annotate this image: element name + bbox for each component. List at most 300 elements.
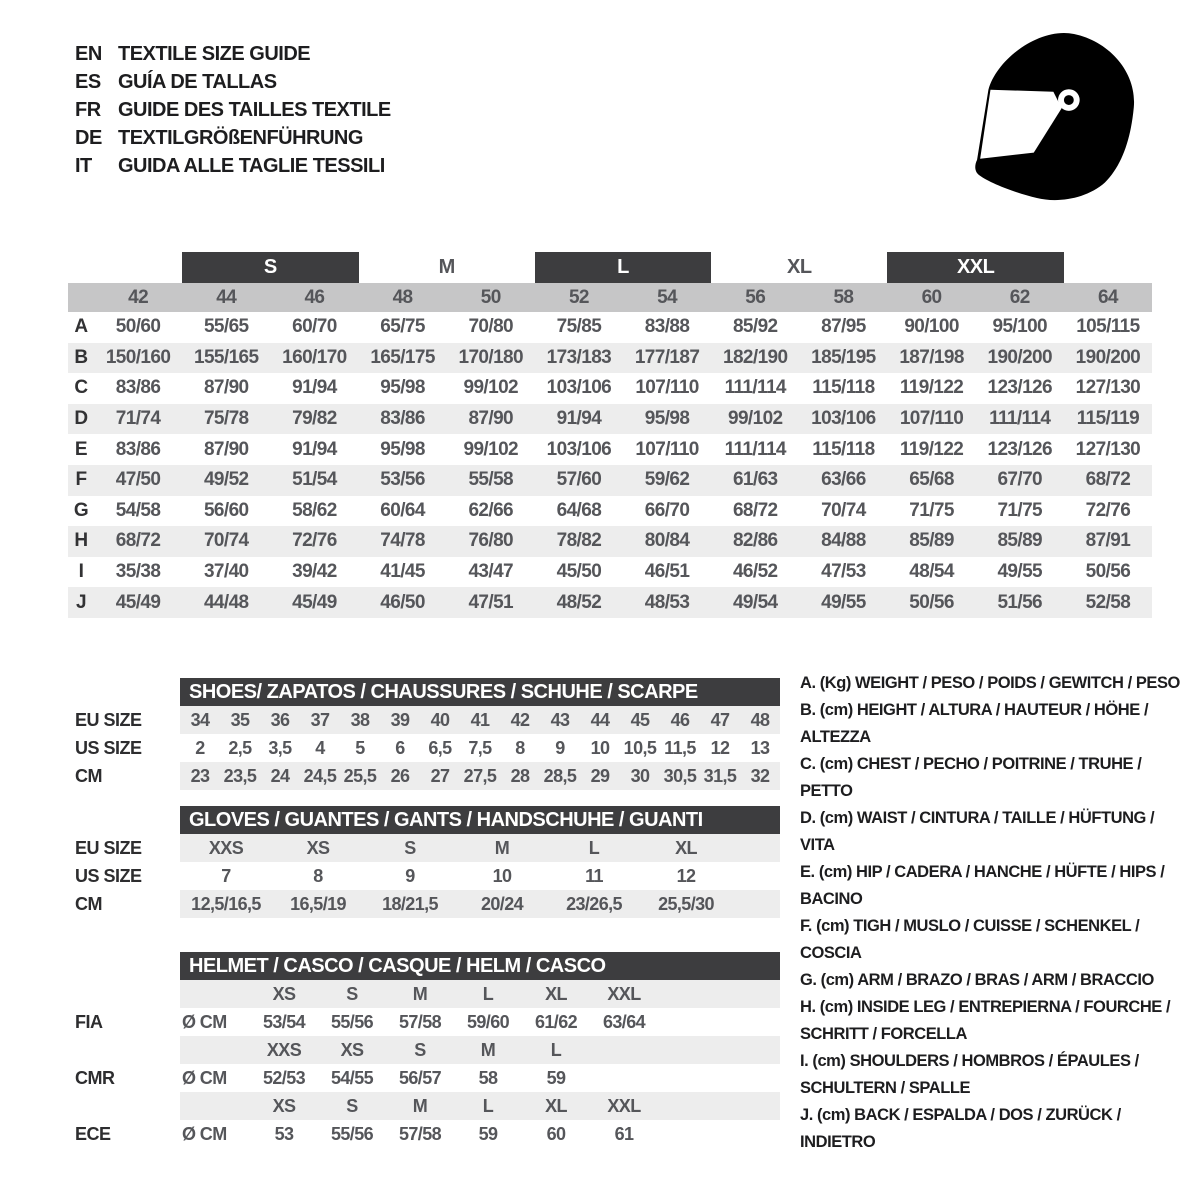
measurement-row bbox=[68, 526, 1152, 557]
helmet-size-value: 63/64 bbox=[602, 1011, 646, 1032]
shoes-size-table bbox=[68, 678, 780, 790]
measurement-value: 87/90 bbox=[468, 408, 514, 430]
helmet-size-label: S bbox=[346, 983, 358, 1004]
measurement-value: 65/68 bbox=[909, 469, 954, 491]
size-column-header: 58 bbox=[833, 286, 854, 308]
size-value: 9 bbox=[555, 737, 565, 758]
helmet-size-value: 59/60 bbox=[466, 1011, 510, 1032]
helmet-values-row bbox=[68, 1120, 780, 1148]
measurement-value: 83/86 bbox=[115, 377, 161, 399]
measurement-value: 83/86 bbox=[115, 438, 161, 460]
guide-title: TEXTILE SIZE GUIDE bbox=[118, 42, 311, 65]
size-value: 11,5 bbox=[664, 737, 696, 758]
measurement-value: 90/100 bbox=[904, 316, 959, 338]
measurement-value: 187/198 bbox=[899, 346, 964, 368]
language-code: DE bbox=[75, 126, 102, 149]
helmet-sizes-row bbox=[68, 1036, 780, 1064]
measurement-value: 105/115 bbox=[1076, 316, 1140, 338]
legend-item: B. (cm) HEIGHT / ALTURA / HAUTEUR / HÖHE / ALTEZZA bbox=[800, 701, 1149, 746]
guide-title: GUÍA DE TALLAS bbox=[118, 70, 277, 93]
guide-title: GUIDE DES TAILLES TEXTILE bbox=[118, 98, 391, 121]
helmet-size-value: 57/58 bbox=[398, 1011, 442, 1032]
row-values bbox=[180, 706, 780, 734]
helmet-size-table bbox=[68, 952, 780, 1148]
measurement-value: 160/170 bbox=[282, 346, 347, 368]
measurement-value: 45/49 bbox=[115, 591, 161, 613]
size-value: 10 bbox=[492, 865, 512, 886]
measurement-value: 83/86 bbox=[380, 408, 425, 430]
measurement-letter: F bbox=[75, 469, 87, 491]
measurement-row bbox=[68, 343, 1152, 374]
size-group-m: M bbox=[438, 256, 455, 278]
size-group-xl: XL bbox=[787, 256, 812, 278]
legend-item: C. (cm) CHEST / PECHO / POITRINE / TRUHE / PETTO bbox=[800, 755, 1142, 800]
size-value: 18/21,5 bbox=[382, 893, 438, 914]
measurement-value: 127/130 bbox=[1075, 377, 1141, 399]
helmet-values bbox=[180, 1064, 780, 1092]
size-value: 3,5 bbox=[268, 737, 292, 758]
numeric-size-header-row bbox=[68, 283, 1152, 312]
measurement-value: 111/114 bbox=[724, 377, 786, 399]
measurement-value: 49/55 bbox=[997, 561, 1043, 583]
measurement-value: 190/200 bbox=[1075, 346, 1141, 368]
measurement-value: 66/70 bbox=[644, 499, 690, 521]
size-column-header: 46 bbox=[304, 286, 325, 308]
helmet-size-value: 61 bbox=[614, 1123, 634, 1144]
size-column-header: 50 bbox=[480, 286, 501, 308]
measurement-value: 107/110 bbox=[899, 408, 964, 430]
measurement-value: 67/70 bbox=[997, 469, 1043, 491]
measurement-value: 37/40 bbox=[203, 561, 249, 583]
size-value: 2,5 bbox=[228, 737, 252, 758]
size-value: 44 bbox=[590, 709, 610, 730]
row-label: US SIZE bbox=[75, 737, 142, 758]
full-face-helmet-icon bbox=[975, 30, 1140, 202]
measurement-value: 78/82 bbox=[556, 530, 602, 552]
gloves-size-table bbox=[68, 806, 780, 918]
measurement-value: 111/114 bbox=[989, 408, 1051, 430]
size-column-header: 54 bbox=[657, 286, 678, 308]
row-label: CM bbox=[75, 893, 102, 914]
size-value: 28,5 bbox=[543, 765, 577, 786]
measurement-value: 95/100 bbox=[992, 316, 1047, 338]
measurement-value: 103/106 bbox=[546, 438, 612, 460]
row-label: CM bbox=[75, 765, 102, 786]
size-value: 25,5/30 bbox=[658, 893, 714, 914]
measurement-value: 65/75 bbox=[380, 316, 425, 338]
measurement-value: 119/122 bbox=[899, 377, 964, 399]
measurement-value: 91/94 bbox=[292, 438, 337, 460]
measurement-letter: C bbox=[74, 377, 88, 399]
section-title-row bbox=[68, 952, 780, 980]
measurement-value: 70/74 bbox=[203, 530, 249, 552]
measurement-value: 58/62 bbox=[292, 499, 337, 521]
legend-item: F. (cm) TIGH / MUSLO / CUISSE / SCHENKEL / COSCIA bbox=[800, 917, 1140, 962]
size-value: 10,5 bbox=[623, 737, 657, 758]
helmet-size-value: 61/62 bbox=[534, 1011, 578, 1032]
measurement-value: 91/94 bbox=[556, 408, 602, 430]
helmet-size-value: 55/56 bbox=[330, 1011, 374, 1032]
size-value: 37 bbox=[310, 709, 330, 730]
measurement-value: 72/76 bbox=[292, 530, 337, 552]
helmet-size-value: 60 bbox=[546, 1123, 566, 1144]
measurement-row bbox=[68, 404, 1152, 435]
size-column-header: 60 bbox=[921, 286, 942, 308]
legend-item: G. (cm) ARM / BRAZO / BRAS / ARM / BRACCIO bbox=[800, 971, 1154, 989]
measurement-value: 190/200 bbox=[987, 346, 1052, 368]
language-code: ES bbox=[75, 70, 101, 93]
language-row bbox=[75, 68, 391, 96]
measurement-value: 103/106 bbox=[811, 408, 876, 430]
size-column-header: 64 bbox=[1097, 286, 1118, 308]
measurement-value: 49/54 bbox=[732, 591, 778, 613]
size-value: 31,5 bbox=[703, 765, 737, 786]
size-value: 46 bbox=[670, 709, 690, 730]
measurement-value: 107/110 bbox=[635, 377, 699, 399]
size-value: 8 bbox=[313, 865, 323, 886]
helmet-size-label: XL bbox=[545, 983, 567, 1004]
size-value: 2 bbox=[195, 737, 205, 758]
measurement-value: 71/74 bbox=[115, 408, 161, 430]
row-values bbox=[180, 734, 780, 762]
measurement-value: 45/50 bbox=[556, 561, 602, 583]
language-row bbox=[75, 124, 391, 152]
row-label: EU SIZE bbox=[75, 709, 142, 730]
measurement-value: 68/72 bbox=[732, 499, 778, 521]
measurement-value: 61/63 bbox=[732, 469, 778, 491]
measurement-value: 123/126 bbox=[987, 377, 1052, 399]
size-value: 41 bbox=[470, 709, 490, 730]
measurement-value: 49/52 bbox=[203, 469, 249, 491]
legend-item: A. (Kg) WEIGHT / PESO / POIDS / GEWITCH / PESO bbox=[800, 674, 1180, 692]
helmet-size-label: XS bbox=[340, 1039, 364, 1060]
section-data-row bbox=[68, 734, 780, 762]
size-column-header: 42 bbox=[128, 286, 149, 308]
row-values bbox=[180, 890, 780, 918]
row-label: EU SIZE bbox=[75, 837, 142, 858]
row-label-spacer bbox=[68, 1036, 180, 1064]
size-value: 28 bbox=[510, 765, 530, 786]
measurement-value: 44/48 bbox=[203, 591, 249, 613]
size-value: 48 bbox=[750, 709, 770, 730]
textile-size-table bbox=[68, 252, 1152, 618]
size-value: 39 bbox=[390, 709, 410, 730]
measurement-value: 103/106 bbox=[546, 377, 612, 399]
measurement-value: 84/88 bbox=[821, 530, 866, 552]
helmet-size-label: XXS bbox=[266, 1039, 302, 1060]
row-label-spacer bbox=[68, 1092, 180, 1120]
measurement-value: 47/51 bbox=[468, 591, 514, 613]
legend-item: I. (cm) SHOULDERS / HOMBROS / ÉPAULES / SCHULTERN / SPALLE bbox=[800, 1052, 1139, 1097]
measurement-value: 60/64 bbox=[380, 499, 425, 521]
measurement-rows bbox=[68, 312, 1152, 618]
measurement-letter: B bbox=[74, 346, 88, 368]
section-title-row bbox=[68, 806, 780, 834]
helmet-sizes-row bbox=[68, 1092, 780, 1120]
size-value: 24,5 bbox=[303, 765, 337, 786]
size-value: 43 bbox=[550, 709, 570, 730]
measurement-value: 47/53 bbox=[821, 561, 866, 583]
helmet-size-label: S bbox=[414, 1039, 426, 1060]
measurement-value: 99/102 bbox=[463, 438, 518, 460]
language-code: FR bbox=[75, 98, 101, 121]
section-label-spacer bbox=[68, 952, 180, 980]
measurement-value: 50/56 bbox=[909, 591, 954, 613]
size-value: 47 bbox=[710, 709, 730, 730]
measurement-value: 111/114 bbox=[724, 438, 786, 460]
helmet-size-value: 52/53 bbox=[262, 1067, 306, 1088]
helmet-sizes bbox=[180, 1092, 780, 1120]
measurement-value: 150/160 bbox=[105, 346, 171, 368]
helmet-size-label: XS bbox=[272, 1095, 296, 1116]
size-column-header: 56 bbox=[745, 286, 766, 308]
measurement-value: 63/66 bbox=[821, 469, 866, 491]
measurement-row bbox=[68, 465, 1152, 496]
measurement-value: 71/75 bbox=[997, 499, 1043, 521]
measurement-value: 170/180 bbox=[458, 346, 523, 368]
measurement-value: 51/56 bbox=[997, 591, 1043, 613]
helmet-size-label: S bbox=[346, 1095, 358, 1116]
helmet-size-value: 59 bbox=[546, 1067, 566, 1088]
size-value: 7 bbox=[221, 865, 231, 886]
size-value: 30,5 bbox=[663, 765, 697, 786]
size-value: 6 bbox=[395, 737, 405, 758]
size-value: 20/24 bbox=[480, 893, 524, 914]
helmet-size-value: 55/56 bbox=[330, 1123, 374, 1144]
shoes-title-bar: SHOES/ ZAPATOS / CHAUSSURES / SCHUHE / SCARPE bbox=[180, 678, 780, 706]
helmet-size-label: M bbox=[412, 1095, 428, 1116]
size-value: 40 bbox=[430, 709, 450, 730]
measurement-value: 68/72 bbox=[115, 530, 161, 552]
measurement-value: 72/76 bbox=[1085, 499, 1131, 521]
measurement-value: 177/187 bbox=[634, 346, 700, 368]
legend-item: H. (cm) INSIDE LEG / ENTREPIERNA / FOURCHE / SCHRITT / FORCELLA bbox=[800, 998, 1171, 1043]
measurement-value: 165/175 bbox=[370, 346, 435, 368]
measurement-letter: J bbox=[75, 591, 87, 613]
helmet-sizes-row bbox=[68, 980, 780, 1008]
size-value: 36 bbox=[270, 709, 290, 730]
measurement-value: 115/119 bbox=[1076, 408, 1140, 430]
size-value: 12 bbox=[676, 865, 696, 886]
size-value: 25,5 bbox=[343, 765, 377, 786]
language-row bbox=[75, 152, 391, 180]
measurement-value: 79/82 bbox=[292, 408, 337, 430]
helmet-size-label: M bbox=[480, 1039, 496, 1060]
size-value: M bbox=[494, 837, 510, 858]
measurement-value: 49/55 bbox=[821, 591, 866, 613]
row-label-spacer bbox=[68, 980, 180, 1008]
measurement-value: 48/53 bbox=[644, 591, 690, 613]
measurement-value: 91/94 bbox=[292, 377, 337, 399]
measurement-value: 48/54 bbox=[909, 561, 954, 583]
diameter-unit: Ø CM bbox=[182, 1011, 227, 1032]
measurement-row bbox=[68, 496, 1152, 527]
size-value: S bbox=[404, 837, 416, 858]
measurement-value: 68/72 bbox=[1085, 469, 1131, 491]
size-value: XXS bbox=[208, 837, 244, 858]
measurement-value: 45/49 bbox=[292, 591, 337, 613]
measurement-value: 87/91 bbox=[1085, 530, 1131, 552]
measurement-value: 60/70 bbox=[292, 316, 337, 338]
size-value: 42 bbox=[510, 709, 530, 730]
helmet-size-value: 56/57 bbox=[398, 1067, 442, 1088]
measurement-value: 50/56 bbox=[1085, 561, 1131, 583]
size-value: 24 bbox=[270, 765, 290, 786]
helmet-values-row bbox=[68, 1008, 780, 1036]
helmet-size-label: XL bbox=[545, 1095, 567, 1116]
standard-name: CMR bbox=[75, 1067, 115, 1088]
measurement-value: 56/60 bbox=[203, 499, 249, 521]
guide-title: GUIDA ALLE TAGLIE TESSILI bbox=[118, 154, 385, 177]
section-data-row bbox=[68, 834, 780, 862]
measurement-value: 43/47 bbox=[468, 561, 514, 583]
measurement-value: 155/165 bbox=[194, 346, 259, 368]
measurement-value: 51/54 bbox=[292, 469, 337, 491]
measurement-value: 85/92 bbox=[732, 316, 778, 338]
measurement-value: 95/98 bbox=[380, 438, 425, 460]
measurement-value: 54/58 bbox=[115, 499, 161, 521]
size-value: 23/26,5 bbox=[566, 893, 622, 914]
measurement-value: 53/56 bbox=[380, 469, 425, 491]
measurement-value: 87/95 bbox=[821, 316, 866, 338]
section-data-row bbox=[68, 762, 780, 790]
size-value: 9 bbox=[405, 865, 415, 886]
measurement-letter: I bbox=[78, 561, 84, 583]
size-value: 32 bbox=[750, 765, 770, 786]
size-value: 6,5 bbox=[428, 737, 452, 758]
size-column-header: 52 bbox=[568, 286, 589, 308]
helmet-sizes bbox=[180, 1036, 780, 1064]
measurement-value: 39/42 bbox=[292, 561, 337, 583]
helmet-title-bar: HELMET / CASCO / CASQUE / HELM / CASCO bbox=[180, 952, 780, 980]
measurement-value: 127/130 bbox=[1075, 438, 1141, 460]
measurement-letter: E bbox=[74, 438, 88, 460]
helmet-size-label: L bbox=[550, 1039, 562, 1060]
size-value: 4 bbox=[315, 737, 325, 758]
guide-title: TEXTILGRÖßENFÜHRUNG bbox=[118, 126, 363, 149]
measurement-value: 95/98 bbox=[380, 377, 425, 399]
measurement-value: 123/126 bbox=[987, 438, 1052, 460]
measurement-value: 80/84 bbox=[644, 530, 690, 552]
helmet-size-label: L bbox=[482, 1095, 494, 1116]
size-column-header: 48 bbox=[392, 286, 413, 308]
measurement-value: 99/102 bbox=[463, 377, 518, 399]
section-label-spacer bbox=[68, 806, 180, 834]
size-group-header-row bbox=[68, 252, 1152, 283]
helmet-size-label: XXL bbox=[607, 983, 641, 1004]
size-value: 16,5/19 bbox=[290, 893, 346, 914]
helmet-size-label: XS bbox=[272, 983, 296, 1004]
diameter-unit: Ø CM bbox=[182, 1123, 227, 1144]
measurement-letter: G bbox=[73, 499, 89, 521]
size-value: 13 bbox=[750, 737, 770, 758]
legend-item: J. (cm) BACK / ESPALDA / DOS / ZURÜCK / INDIETRO bbox=[800, 1106, 1121, 1151]
measurement-letter: A bbox=[74, 316, 88, 338]
size-value: 29 bbox=[590, 765, 610, 786]
size-value: 23,5 bbox=[223, 765, 257, 786]
measurement-row bbox=[68, 312, 1152, 343]
measurement-value: 70/80 bbox=[468, 316, 514, 338]
measurement-value: 48/52 bbox=[556, 591, 602, 613]
size-value: 12,5/16,5 bbox=[191, 893, 261, 914]
helmet-size-label: XXL bbox=[607, 1095, 641, 1116]
measurement-value: 115/118 bbox=[812, 377, 875, 399]
language-code: IT bbox=[75, 154, 92, 177]
size-column-header: 44 bbox=[216, 286, 237, 308]
language-row bbox=[75, 40, 391, 68]
measurement-value: 55/58 bbox=[468, 469, 514, 491]
size-value: XS bbox=[306, 837, 330, 858]
measurement-value: 85/89 bbox=[997, 530, 1043, 552]
helmet-size-value: 53 bbox=[274, 1123, 294, 1144]
section-title-row bbox=[68, 678, 780, 706]
measurement-value: 50/60 bbox=[115, 316, 161, 338]
size-value: 35 bbox=[230, 709, 250, 730]
measurement-value: 62/66 bbox=[468, 499, 514, 521]
helmet-icon bbox=[975, 30, 1140, 202]
language-list bbox=[75, 40, 391, 180]
section-data-row bbox=[68, 862, 780, 890]
standard-name: ECE bbox=[75, 1123, 111, 1144]
measurement-value: 46/51 bbox=[644, 561, 690, 583]
row-values bbox=[180, 862, 780, 890]
measurement-value: 99/102 bbox=[727, 408, 783, 430]
size-value: L bbox=[588, 837, 600, 858]
size-value: 27 bbox=[430, 765, 450, 786]
measurement-value: 64/68 bbox=[556, 499, 602, 521]
helmet-size-value: 54/55 bbox=[330, 1067, 374, 1088]
measurement-value: 35/38 bbox=[115, 561, 161, 583]
measurement-value: 82/86 bbox=[732, 530, 778, 552]
helmet-sizes bbox=[180, 980, 780, 1008]
measurement-row bbox=[68, 557, 1152, 588]
size-value: 38 bbox=[350, 709, 370, 730]
row-values bbox=[180, 834, 780, 862]
measurement-value: 75/78 bbox=[203, 408, 249, 430]
measurement-value: 87/90 bbox=[203, 438, 249, 460]
size-value: 10 bbox=[590, 737, 610, 758]
measurement-value: 47/50 bbox=[115, 469, 161, 491]
measurement-value: 55/65 bbox=[203, 316, 249, 338]
helmet-size-value: 53/54 bbox=[262, 1011, 306, 1032]
measurement-value: 59/62 bbox=[644, 469, 690, 491]
diameter-unit: Ø CM bbox=[182, 1067, 227, 1088]
measurement-value: 75/85 bbox=[556, 316, 602, 338]
size-value: 30 bbox=[630, 765, 650, 786]
helmet-values-row bbox=[68, 1064, 780, 1092]
size-value: XL bbox=[675, 837, 697, 858]
measurement-value: 52/58 bbox=[1085, 591, 1131, 613]
section-label-spacer bbox=[68, 678, 180, 706]
measurement-value: 185/195 bbox=[811, 346, 876, 368]
language-code: EN bbox=[75, 42, 102, 65]
helmet-values bbox=[180, 1008, 780, 1036]
section-data-row bbox=[68, 890, 780, 918]
size-value: 26 bbox=[390, 765, 410, 786]
section-data-row bbox=[68, 706, 780, 734]
helmet-size-value: 59 bbox=[478, 1123, 498, 1144]
measurement-value: 46/50 bbox=[380, 591, 425, 613]
measurement-value: 87/90 bbox=[203, 377, 249, 399]
measurement-row bbox=[68, 434, 1152, 465]
helmet-size-label: L bbox=[482, 983, 494, 1004]
legend-item: D. (cm) WAIST / CINTURA / TAILLE / HÜFTUNG / VITA bbox=[800, 809, 1155, 854]
helmet-size-value: 57/58 bbox=[398, 1123, 442, 1144]
row-values bbox=[180, 762, 780, 790]
helmet-values bbox=[180, 1120, 780, 1148]
measurement-legend bbox=[800, 670, 1192, 1156]
measurement-value: 95/98 bbox=[644, 408, 690, 430]
